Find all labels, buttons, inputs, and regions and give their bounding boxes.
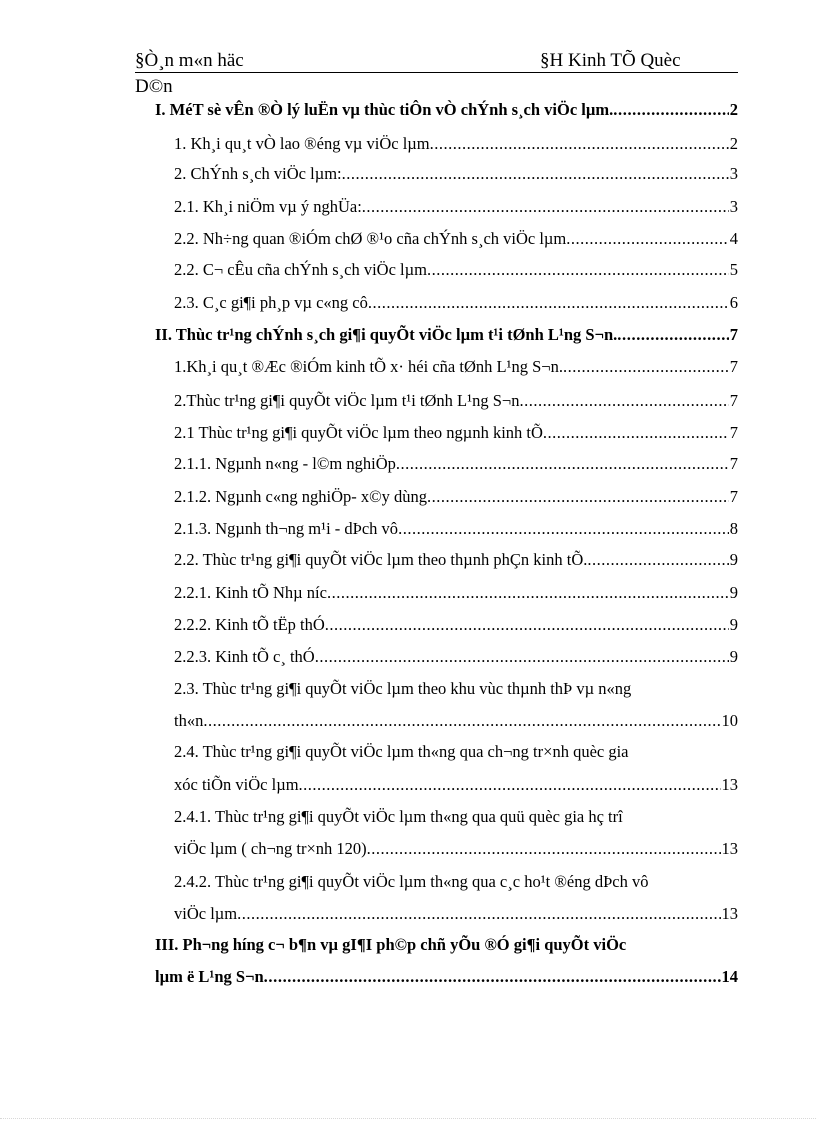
toc-leader-dots (519, 390, 728, 412)
page-header (135, 50, 738, 73)
toc-entry-section-2 (155, 324, 738, 346)
toc-entry-page: 14 (721, 967, 738, 986)
toc-entry-title: 1.Kh¸i qu¸t ®Æc ®iÓm kinh tÕ x· héi cña tØnh L¹ng S¬n. (174, 357, 563, 376)
toc-entry-section-3 (155, 966, 738, 988)
toc-leader-dots (325, 614, 729, 636)
toc-leader-dots (427, 486, 729, 508)
toc-leader-dots (327, 582, 729, 604)
toc-entry-page: 7 (729, 391, 738, 410)
toc-entry-title: 2.2. Nh÷ng quan ®iÓm chØ ®¹o cña chÝnh s¸ch viÖc lµm (174, 229, 567, 248)
toc-entry-title: 2.3. C¸c gi¶i ph¸p vµ c«ng cô (174, 293, 368, 312)
header-university-continuation: D©n (135, 76, 173, 97)
toc-entry (174, 710, 738, 732)
toc-entry-page: 9 (729, 615, 738, 634)
toc-entry-line1: 2.4. Thùc tr¹ng gi¶i quyÕt viÖc lµm th«ng qua ch¬ng tr×nh quèc gia (174, 742, 629, 761)
toc-entry-title: 1. Kh¸i qu¸t vÒ lao ®éng vµ viÖc lµm (174, 134, 430, 153)
toc-entry-page: 3 (729, 197, 738, 216)
toc-entry-page: 7 (729, 454, 738, 473)
toc-leader-dots (566, 228, 728, 250)
toc-entry-page: 9 (729, 647, 738, 666)
toc-entry-title: 2.2. C¬ cÊu cña chÝnh s¸ch viÖc lµm (174, 260, 427, 279)
toc-entry-page: 8 (729, 519, 738, 538)
toc-leader-dots (396, 453, 729, 475)
toc-entry-title: 2. ChÝnh s¸ch viÖc lµm: (174, 164, 342, 183)
toc-entry-title: 2.1.1. Ngµnh n«ng - l©m nghiÖp (174, 454, 396, 473)
toc-entry-page: 13 (721, 904, 738, 923)
toc-entry (174, 453, 738, 475)
toc-leader-dots (613, 99, 728, 121)
toc-entry (174, 133, 738, 155)
toc-entry-page: 7 (729, 325, 738, 344)
toc-entry (174, 292, 738, 314)
toc-entry (174, 838, 738, 860)
toc-entry-title: viÖc lµm ( ch¬ng tr×nh 120) (174, 839, 367, 858)
toc-entry (174, 228, 738, 250)
toc-entry-page: 7 (729, 357, 738, 376)
toc-leader-dots (543, 422, 729, 444)
toc-entry-page: 9 (729, 583, 738, 602)
toc-entry-line1: 2.4.2. Thùc tr¹ng gi¶i quyÕt viÖc lµm th«ng qua c¸c ho¹t ®éng dÞch vô (174, 872, 649, 891)
toc-entry-page: 7 (729, 487, 738, 506)
toc-entry-line1: 2.4.1. Thùc tr¹ng gi¶i quyÕt viÖc lµm th«ng qua quü quèc gia hç trî (174, 807, 623, 826)
toc-entry-section-3-line1: III. Ph¬ng híng c¬ b¶n vµ gI¶I ph©p chñ yÕu ®Ó gi¶i quyÕt viÖc (155, 935, 627, 954)
toc-entry (174, 196, 738, 218)
toc-entry (174, 903, 738, 925)
toc-entry (174, 356, 738, 378)
toc-entry (174, 774, 738, 796)
toc-leader-dots (427, 259, 729, 281)
toc-entry-title: 2.2.3. Kinh tÕ c¸ thÓ (174, 647, 315, 666)
toc-leader-dots (362, 196, 729, 218)
toc-entry-title: 2.1.3. Ngµnh th¬ng m¹i - dÞch vô (174, 519, 399, 538)
toc-leader-dots (264, 966, 721, 988)
toc-entry (174, 646, 738, 668)
toc-entry-title: 2.1 Thùc tr¹ng gi¶i quyÕt viÖc lµm theo ngµnh kinh tÕ (174, 423, 543, 442)
toc-entry-page: 5 (729, 260, 738, 279)
toc-entry-title: th«n (174, 711, 204, 730)
toc-entry-page: 2 (729, 134, 738, 153)
toc-entry (174, 614, 738, 636)
toc-leader-dots (398, 518, 729, 540)
toc-leader-dots (368, 292, 729, 314)
toc-leader-dots (315, 646, 729, 668)
toc-entry-title: xóc tiÕn viÖc lµm (174, 775, 299, 794)
toc-entry-page: 6 (729, 293, 738, 312)
header-university: §H Kinh TÕ Quèc (540, 50, 681, 71)
toc-entry (174, 582, 738, 604)
toc-entry-title: 2.1.2. Ngµnh c«ng nghiÖp- x©y dùng (174, 487, 428, 506)
toc-leader-dots (587, 549, 728, 571)
toc-entry-page: 13 (721, 775, 738, 794)
toc-entry-title: lµm ë L¹ng S¬n (155, 967, 264, 986)
toc-entry-title: 2.Thùc tr¹ng gi¶i quyÕt viÖc lµm t¹i tØnh L¹ng S¬n (174, 391, 520, 410)
toc-entry (174, 518, 738, 540)
toc-entry-page: 4 (729, 229, 738, 248)
toc-entry-title: 2.2.1. Kinh tÕ Nhµ níc (174, 583, 327, 602)
toc-entry-title: II. Thùc tr¹ng chÝnh s¸ch gi¶i quyÕt viÖc lµm t¹i tØnh L¹ng S¬n. (155, 325, 618, 344)
toc-entry-page: 10 (721, 711, 738, 730)
toc-leader-dots (342, 163, 729, 185)
toc-entry-title: 2.1. Kh¸i niÖm vµ ý nghÜa: (174, 197, 362, 216)
toc-entry-title: 2.2.2. Kinh tÕ tËp thÓ (174, 615, 325, 634)
toc-entry-page: 9 (729, 550, 738, 569)
toc-entry-page: 7 (729, 423, 738, 442)
toc-entry (174, 486, 738, 508)
toc-entry (174, 390, 738, 412)
toc-entry (174, 163, 738, 185)
toc-entry-title: 2.2. Thùc tr¹ng gi¶i quyÕt viÖc lµm theo thµnh phÇn kinh tÕ. (174, 550, 588, 569)
toc-leader-dots (367, 838, 721, 860)
toc-leader-dots (299, 774, 721, 796)
toc-leader-dots (430, 133, 729, 155)
toc-entry-section-1 (155, 99, 738, 121)
toc-leader-dots (617, 324, 728, 346)
toc-entry-page: 13 (721, 839, 738, 858)
toc-leader-dots (203, 710, 720, 732)
toc-entry-page: 3 (729, 164, 738, 183)
toc-entry-line1: 2.3. Thùc tr¹ng gi¶i quyÕt viÖc lµm theo khu vùc thµnh thÞ vµ n«ng (174, 679, 632, 698)
toc-entry-title: I. MéT sè vÊn ®Ò lý luËn vµ thùc tiÔn vÒ chÝnh s¸ch viÖc lµm. (155, 100, 614, 119)
header-subject: §Ò¸n m«n häc (135, 50, 244, 71)
page-bottom-border (0, 1118, 816, 1121)
toc-leader-dots (237, 903, 720, 925)
toc-entry (174, 549, 738, 571)
toc-leader-dots (563, 356, 729, 378)
toc-entry (174, 422, 738, 444)
toc-entry-page: 2 (729, 100, 738, 119)
toc-entry (174, 259, 738, 281)
toc-entry-title: viÖc lµm (174, 904, 238, 923)
